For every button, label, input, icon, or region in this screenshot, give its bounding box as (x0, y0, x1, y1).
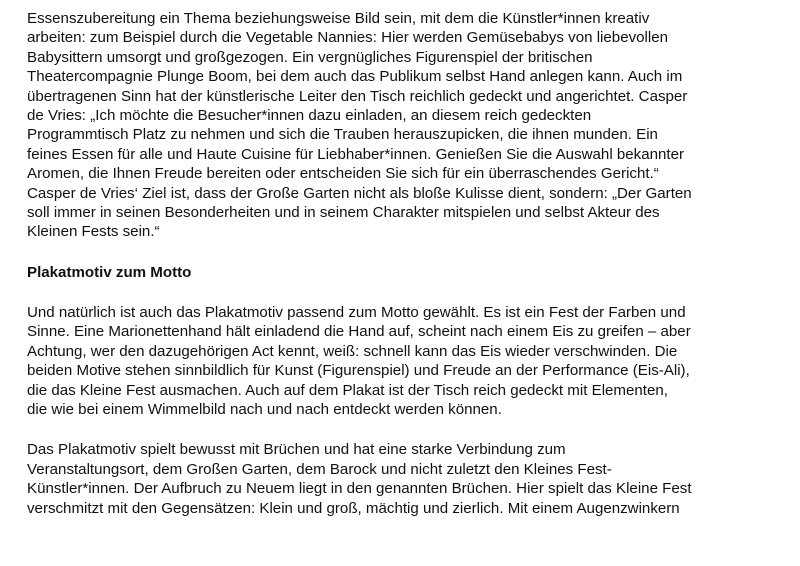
section-heading-block (27, 263, 787, 282)
text-line: soll immer in seinen Besonderheiten und in seinem Charakter mitspielen und selbst Akteur des (27, 203, 660, 221)
text-line: die das Kleine Fest ausmachen. Auch auf dem Plakat ist der Tisch reich gedeckt mit Elementen, (27, 381, 668, 399)
paragraph-1 (27, 9, 787, 242)
paragraph-spacer (27, 242, 787, 263)
text-line: Casper de Vries‘ Ziel ist, dass der Große Garten nicht als bloße Kulisse dient, sondern: „Der Garten (27, 184, 692, 202)
paragraph-spacer (27, 282, 787, 303)
text-line: Veranstaltungsort, dem Großen Garten, dem Barock und nicht zuletzt den Kleines Fest- (27, 460, 612, 478)
text-line: Babysittern umsorgt und großgezogen. Ein vergnügliches Figurenspiel der britischen (27, 48, 593, 66)
text-line: Programmtisch Platz zu nehmen und sich die Trauben herauszupicken, die ihnen munden. Ein (27, 126, 658, 144)
text-line: Künstler*innen. Der Aufbruch zu Neuem liegt in den genannten Brüchen. Hier spielt das Kleine Fest (27, 480, 692, 498)
text-line: die wie bei einem Wimmelbild nach und nach entdeckt werden können. (27, 401, 502, 419)
text-line: arbeiten: zum Beispiel durch die Vegetable Nannies: Hier werden Gemüsebabys von liebevollen (27, 29, 669, 47)
text-line: Kleinen Fests sein.“ (27, 223, 160, 241)
text-line: Essenszubereitung ein Thema beziehungsweise Bild sein, mit dem die Künstler*innen kreativ (27, 10, 650, 27)
text-line: Das Plakatmotiv spielt bewusst mit Brüchen und hat eine starke Verbindung zum (27, 441, 566, 459)
text-line: de Vries: „Ich möchte die Besucher*innen dazu einladen, an diesem reich gedeckten (27, 106, 592, 124)
text-line: feines Essen für alle und Haute Cuisine für Liebhaber*innen. Genießen Sie die Auswahl bekannter (27, 145, 684, 163)
text-line: Und natürlich ist auch das Plakatmotiv passend zum Motto gewählt. Es ist ein Fest der Farben und (27, 304, 686, 322)
text-line: Sinne. Eine Marionettenhand hält einladend die Hand auf, scheint nach einem Eis zu greifen – aber (27, 323, 691, 341)
paragraph-2 (27, 303, 787, 419)
paragraph-3 (27, 440, 787, 518)
document-page (27, 9, 787, 518)
text-line: Aromen, die Ihnen Freude bereiten oder entscheiden Sie sich für ein überraschendes Gericht.“ (27, 165, 659, 183)
paragraph-spacer (27, 419, 787, 440)
text-line: Achtung, wer den dazugehörigen Act kennt, weiß: schnell kann das Eis wieder verschwinden. Die (27, 342, 678, 360)
text-line: verschmitzt mit den Gegensätzen: Klein und groß, mächtig und zierlich. Mit einem Augenzwinkern (27, 499, 680, 517)
section-heading: Plakatmotiv zum Motto (27, 263, 192, 281)
text-line: übertragenen Sinn hat der künstlerische Leiter den Tisch reichlich gedeckt und angerichtet. Casper (27, 87, 688, 105)
text-line: Theatercompagnie Plunge Boom, bei dem auch das Publikum selbst Hand anlegen kann. Auch im (27, 68, 683, 86)
text-line: beiden Motive stehen sinnbildlich für Kunst (Figurenspiel) und Freude an der Performance (Eis-Ali), (27, 362, 690, 380)
